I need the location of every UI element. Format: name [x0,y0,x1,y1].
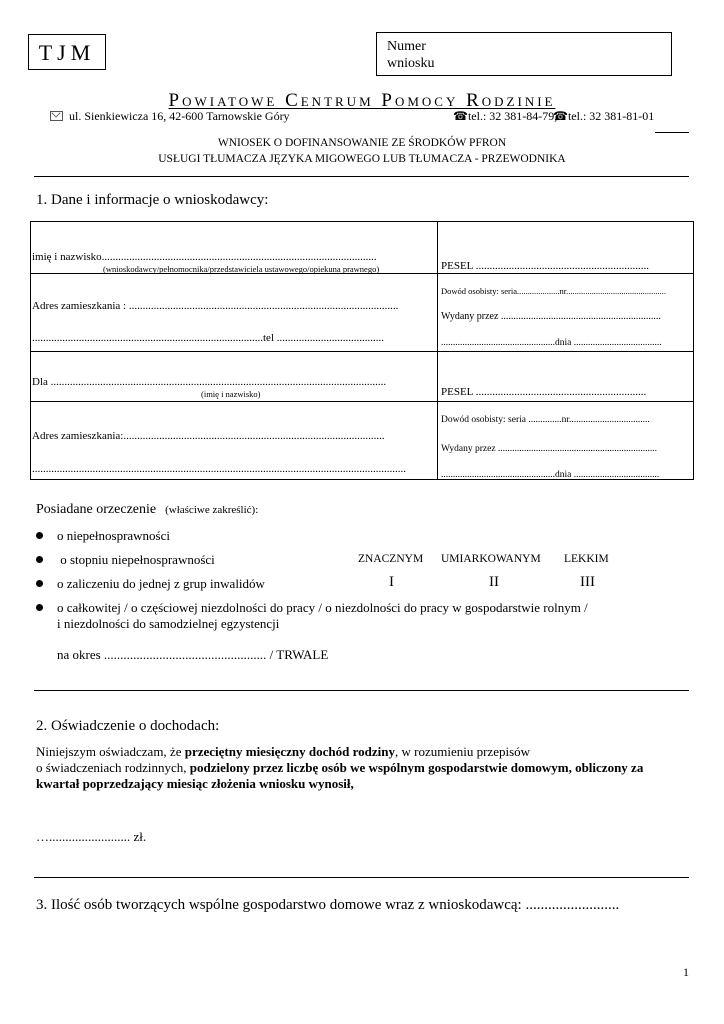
group-2[interactable]: II [489,574,499,590]
income-text-line3: kwartał poprzedzający miesiąc złożenia wniosku wynosił, [36,776,354,791]
income-text-line1: Niniejszym oświadczam, że przeciętny miesięczny dochód rodziny, w rozumieniu przepisów [36,744,531,759]
divider [655,132,689,133]
request-number-box[interactable] [376,32,672,76]
address: ul. Sienkiewicza 16, 42-600 Tarnowskie Góry [50,109,290,124]
income-text-line2: o świadczeniach rodzinnych, podzielony przez liczbę osób we wspólnym gospodarstwie domowym, obliczony za [36,760,644,775]
divider [34,690,689,691]
name-cell[interactable]: imię i nazwisko.................................................................................................... (wnioskodawcy/pełnomocnika/przedstawiciela ustawowego/opiekuna prawnego) [31,222,438,274]
pesel-cell[interactable]: PESEL ............................................................... [438,222,694,274]
income-amount-field[interactable]: …......................... zł. [36,829,147,844]
id2-cell[interactable]: Dowód osobisty: seria ..............nr.................................. Wydany przez ................................................................... ................................................dnia .................................... [438,402,694,480]
certificate-heading: Posiadane orzeczenie (właściwe zakreślić): [36,502,259,517]
group-1[interactable]: I [389,574,394,590]
bullet-icon [36,532,43,539]
phone-icon: ☎ [453,109,468,123]
request-number-label: Numer [387,39,426,54]
option-disability[interactable]: o niepełnosprawności [36,528,170,544]
period-field[interactable]: na okres .................................................. / TRWALE [57,647,329,662]
bullet-icon [36,556,43,563]
section2-heading: 2. Oświadczenie o dochodach: [36,718,220,734]
section3-heading[interactable]: 3. Ilość osób tworzących wspólne gospodarstwo domowe wraz z wnioskodawcą: ......................... [36,897,620,913]
phone-1: ☎tel.: 32 381-84-79, [453,109,558,123]
page-number: 1 [683,965,689,979]
phone-icon: ☎ [553,109,568,123]
envelope-icon [50,111,63,121]
option-incapacity[interactable]: o całkowitej / o częściowej niezdolności do pracy / o niezdolności do pracy w gospodarstwie rolnym / [36,600,588,616]
bullet-icon [36,580,43,587]
address-cell[interactable]: Adres zamieszkania : .................................................................................................. ....................................................................................tel ....................................... [31,274,438,352]
pesel2-cell[interactable]: PESEL .............................................................. [438,352,694,402]
form-title-line1: WNIOSEK O DOFINANSOWANIE ZE ŚRODKÓW PFRON [217,137,507,149]
degree-significant[interactable]: ZNACZNYM [358,553,424,565]
option-incapacity-line2: i niezdolności do samodzielnej egzystencji [57,616,280,631]
bullet-icon [36,604,43,611]
form-title-line2: USŁUGI TŁUMACZA JĘZYKA MIGOWEGO LUB TŁUMACZA - PRZEWODNIKA [158,153,566,165]
degree-light[interactable]: LEKKIM [564,553,609,565]
section1-heading: 1. Dane i informacje o wnioskodawcy: [36,192,269,208]
divider [34,877,689,878]
for-person-cell[interactable]: Dla .......................................................................................................................... (imię i nazwisko) [31,352,438,402]
option-invalid-group[interactable]: o zaliczeniu do jednej z grup inwalidów [36,576,265,592]
institution-name: Powiatowe Centrum Pomocy Rodzinie [168,90,556,111]
id-cell[interactable]: Dowód osobisty: seria....................nr............................................... Wydany przez ................................................................ ................................................dnia ..................................... [438,274,694,352]
phone-2: ☎tel.: 32 381-81-01 [553,109,655,123]
degree-moderate[interactable]: UMIARKOWANYM [441,553,541,565]
request-number-label: wniosku [387,56,435,71]
logo: TJM [28,34,106,70]
group-3[interactable]: III [580,574,595,590]
option-degree[interactable]: o stopniu niepełnosprawności [36,552,215,568]
address2-cell[interactable]: Adres zamieszkania:............................................................................................... ........................................................................................................................................ [31,402,438,480]
applicant-table [30,221,694,480]
divider [34,176,689,177]
